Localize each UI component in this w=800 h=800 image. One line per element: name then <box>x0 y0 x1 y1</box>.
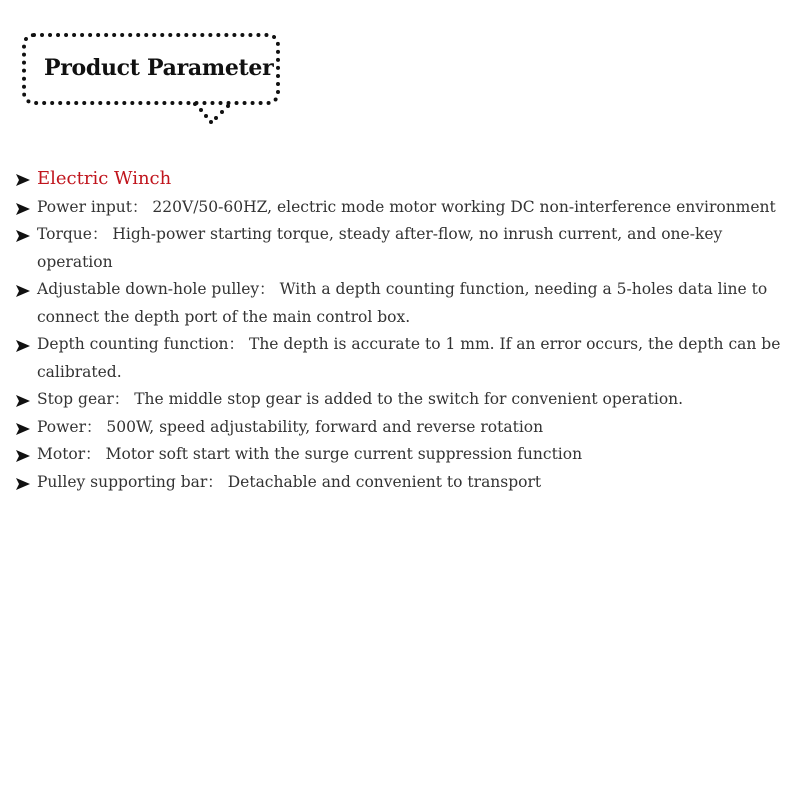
arrow-right-icon <box>15 422 31 436</box>
item-label: Depth counting function： <box>37 335 245 353</box>
item-label: Pulley supporting bar： <box>37 472 223 491</box>
item-label: Motor： <box>37 445 101 463</box>
arrow-right-icon <box>15 229 31 243</box>
list-item <box>15 414 785 442</box>
item-label: Power input： <box>37 197 148 216</box>
list-item <box>15 276 785 331</box>
item-value: High-power starting torque, steady after-flow, no inrush current, and one-key operation <box>37 225 723 271</box>
page-title: Product Parameter <box>44 55 274 81</box>
item-label: Power： <box>37 417 102 436</box>
arrow-right-icon <box>15 202 31 216</box>
item-label: Torque： <box>37 225 108 243</box>
arrow-right-icon <box>15 173 31 187</box>
list-item <box>15 386 785 414</box>
parameter-list <box>15 165 785 496</box>
item-value: 220V/50-60HZ, electric mode motor working DC non-interference environment <box>152 197 776 216</box>
arrow-right-icon <box>15 339 31 353</box>
item-label: Stop gear： <box>37 390 130 408</box>
arrow-right-icon <box>15 477 31 491</box>
list-item <box>15 221 785 276</box>
arrow-right-icon <box>15 394 31 408</box>
list-item <box>15 331 785 386</box>
speech-bubble-tail <box>192 102 232 132</box>
item-value: Motor soft start with the surge current suppression function <box>105 445 583 463</box>
list-item <box>15 469 785 497</box>
item-value: 500W, speed adjustability, forward and reverse rotation <box>106 417 544 436</box>
item-label: Electric Winch <box>37 168 172 189</box>
arrow-right-icon <box>15 284 31 298</box>
item-value: With a depth counting function, needing a 5-holes data line to connect the depth port of the main control box. <box>37 280 768 326</box>
list-item <box>15 441 785 469</box>
item-value: The depth is accurate to 1 mm. If an error occurs, the depth can be calibrated. <box>37 335 781 381</box>
list-item <box>15 194 785 222</box>
item-label: Adjustable down-hole pulley： <box>37 280 275 298</box>
arrow-right-icon <box>15 449 31 463</box>
item-value: The middle stop gear is added to the switch for convenient operation. <box>134 390 684 408</box>
item-value: Detachable and convenient to transport <box>227 472 542 491</box>
list-item <box>15 165 785 194</box>
